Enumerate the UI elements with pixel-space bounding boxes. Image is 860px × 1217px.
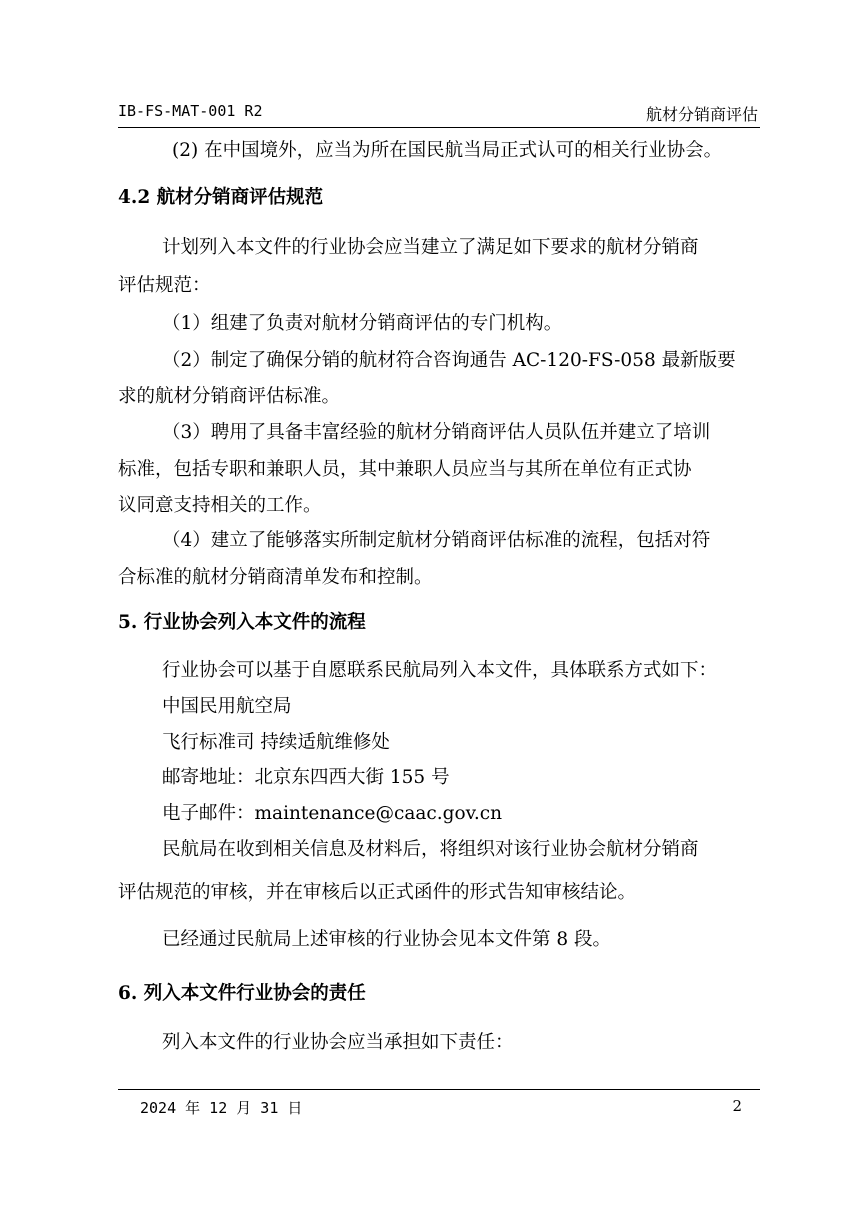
list-item-3-line3: 议同意支持相关的工作。 [118,495,322,516]
footer-rule [118,1089,760,1090]
header-doc-title: 航材分销商评估 [645,105,758,124]
contact-email: 电子邮件：maintenance@caac.gov.cn [162,803,503,824]
heading-4-2: 4.2 航材分销商评估规范 [118,187,324,208]
contact-org: 中国民用航空局 [162,696,292,717]
page-header [118,102,758,126]
heading-6: 6. 列入本文件行业协会的责任 [118,983,366,1004]
list-item-4-line2: 合标准的航材分销商清单发布和控制。 [118,567,433,588]
paragraph-abroad: (2) 在中国境外，应当为所在国民航当局正式认可的相关行业协会。 [172,140,723,161]
list-item-2-line2: 求的航材分销商评估标准。 [118,386,341,407]
list-item-4-line1: （4）建立了能够落实所制定航材分销商评估标准的流程，包括对符 [162,530,711,551]
header-doc-id: IB-FS-MAT-001 R2 [118,102,263,120]
paragraph-5-2-line2: 评估规范的审核，并在审核后以正式函件的形式告知审核结论。 [118,882,637,903]
paragraph-5-2-line1: 民航局在收到相关信息及材料后，将组织对该行业协会航材分销商 [162,839,699,860]
paragraph-5-line1: 行业协会可以基于自愿联系民航局列入本文件，具体联系方式如下： [162,660,718,681]
paragraph-intro-line1: 计划列入本文件的行业协会应当建立了满足如下要求的航材分销商 [162,237,699,258]
paragraph-5-3: 已经通过民航局上述审核的行业协会见本文件第 8 段。 [162,929,612,950]
paragraph-6-line1: 列入本文件的行业协会应当承担如下责任： [162,1032,514,1053]
footer-page-number: 2 [732,1097,742,1115]
paragraph-intro-line2: 评估规范： [118,275,211,296]
header-rule [118,127,760,128]
list-item-2-line1: （2）制定了确保分销的航材符合咨询通告 AC-120-FS-058 最新版要 [162,350,736,371]
contact-dept: 飞行标准司 持续适航维修处 [162,732,390,753]
contact-address: 邮寄地址：北京东四西大街 155 号 [162,767,450,788]
heading-5: 5. 行业协会列入本文件的流程 [118,612,366,633]
footer-date: 2024 年 12 月 31 日 [140,1099,303,1117]
list-item-3-line2: 标准，包括专职和兼职人员，其中兼职人员应当与其所在单位有正式协 [118,459,692,480]
list-item-1: （1）组建了负责对航材分销商评估的专门机构。 [162,313,563,334]
list-item-3-line1: （3）聘用了具备丰富经验的航材分销商评估人员队伍并建立了培训 [162,422,711,443]
